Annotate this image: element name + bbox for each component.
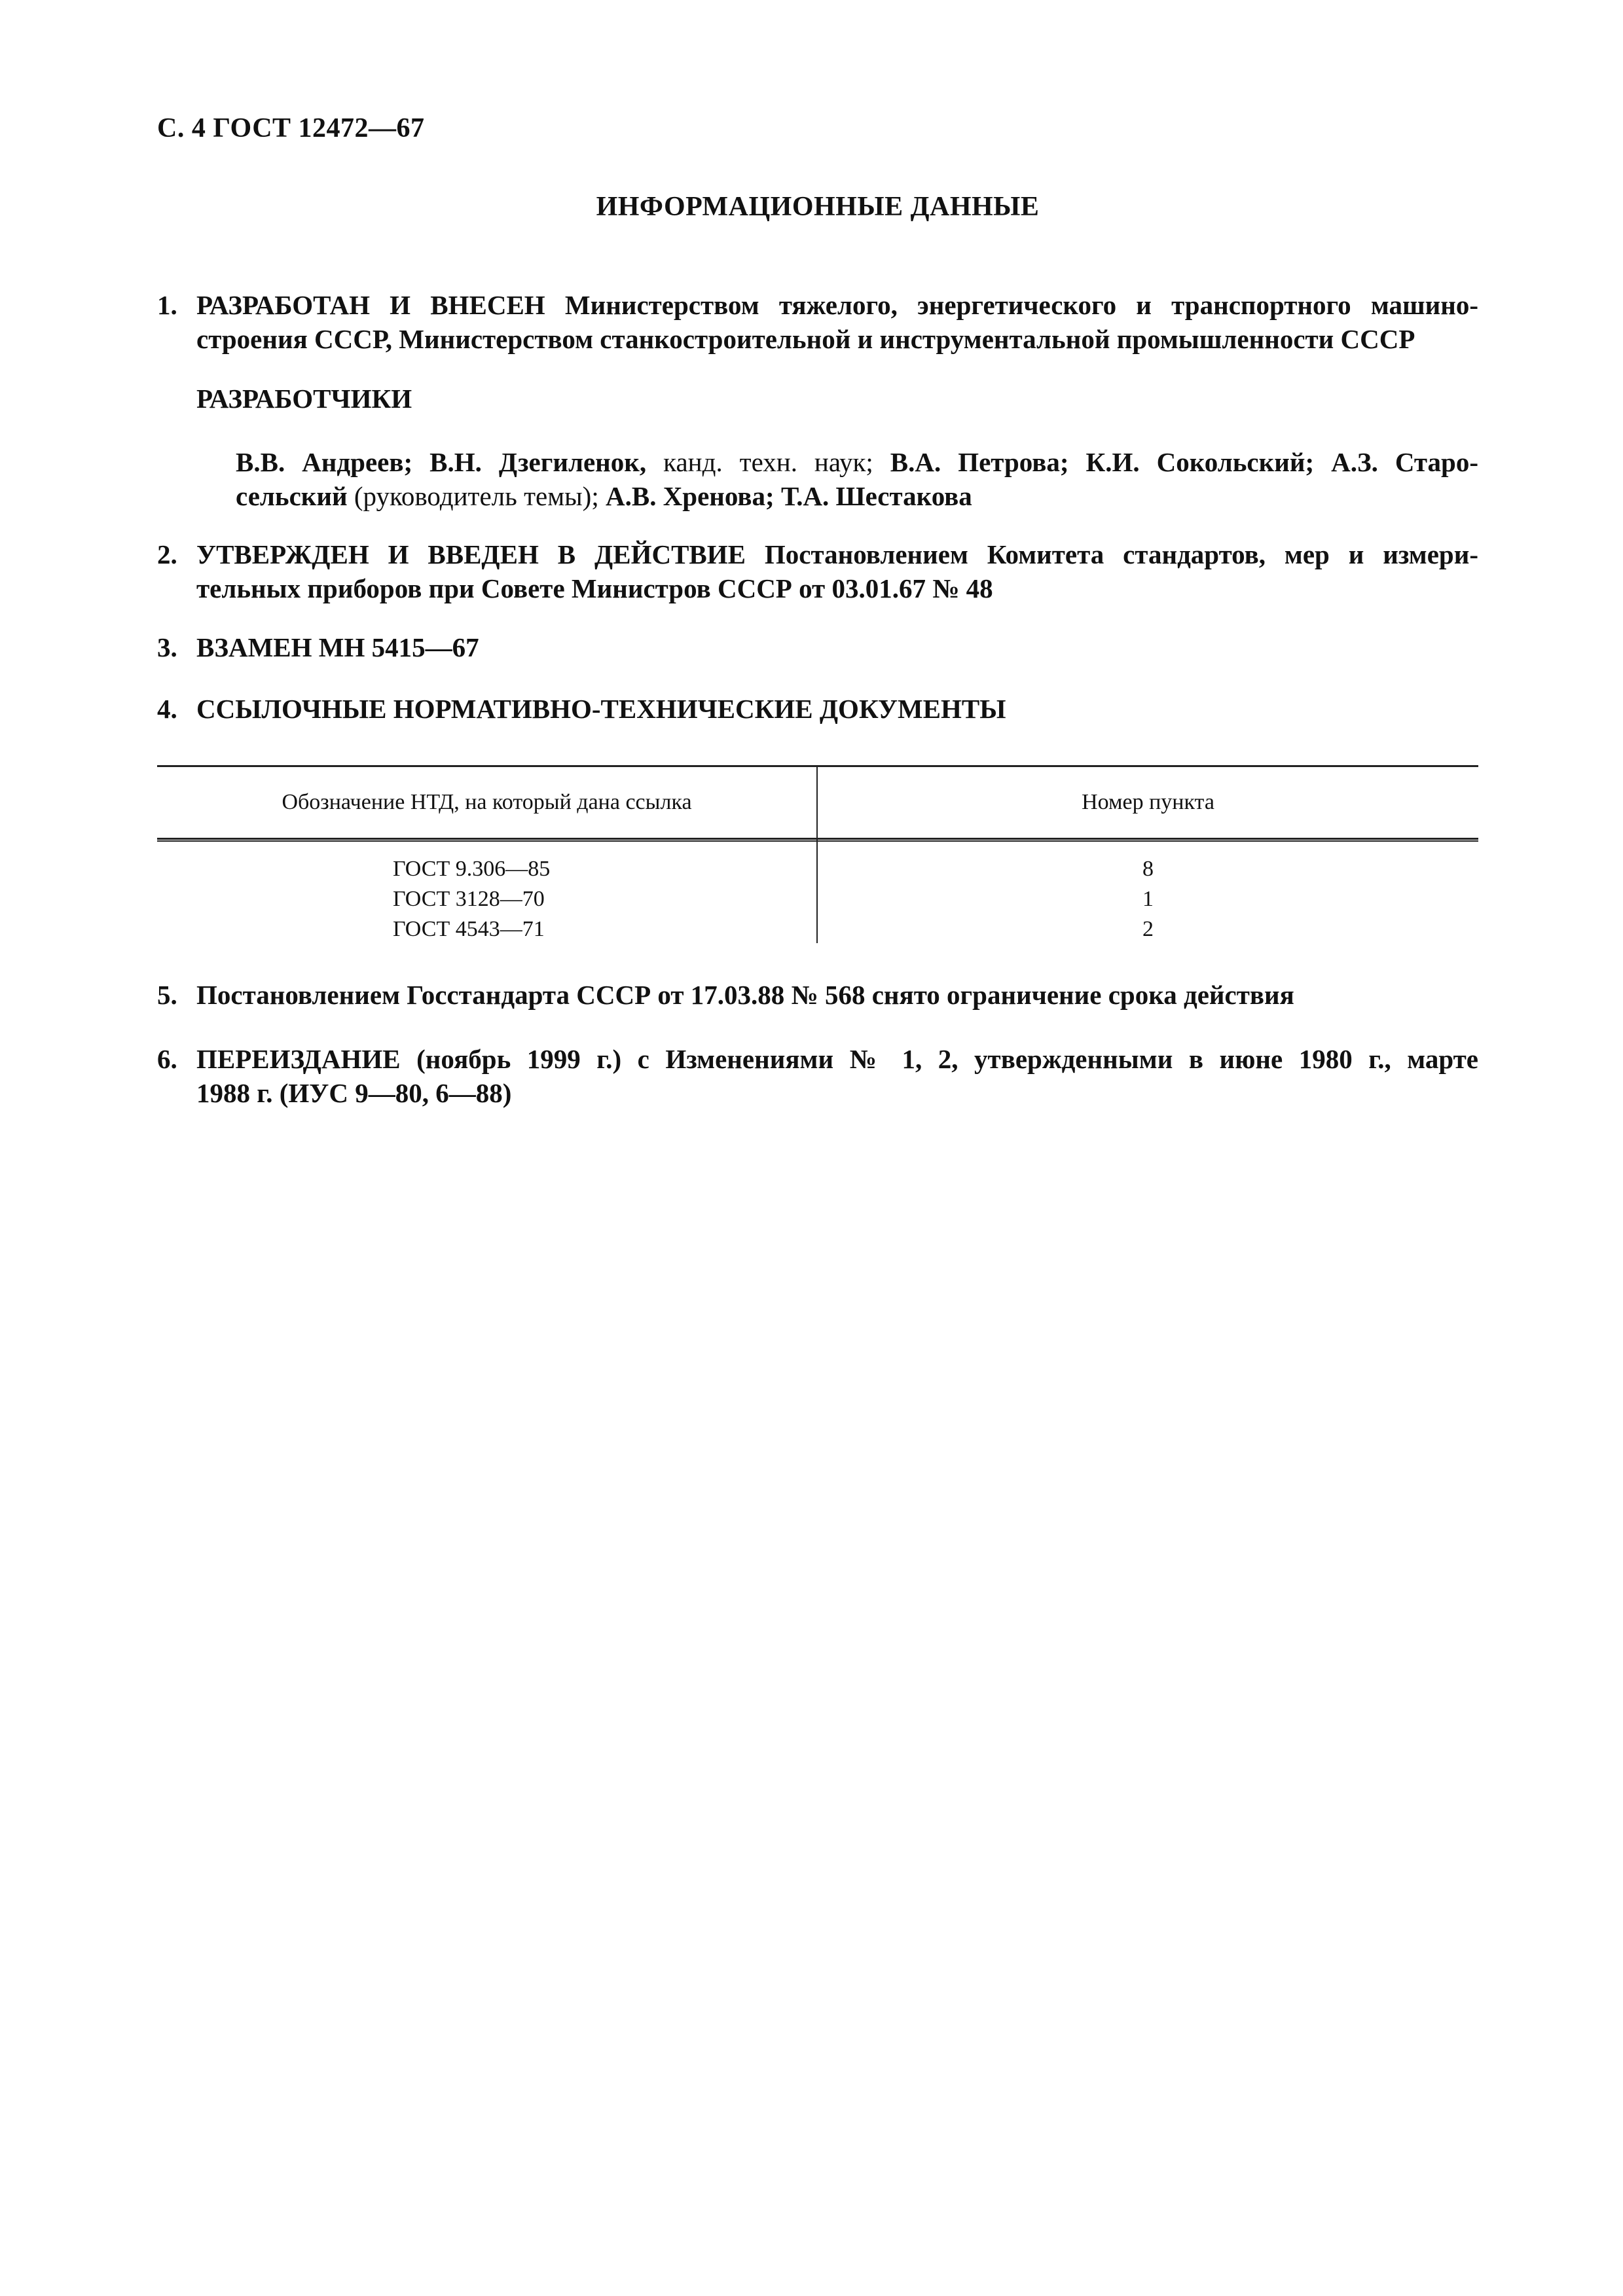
table-header-rule xyxy=(157,838,1478,842)
table-row xyxy=(157,884,1478,914)
table-top-rule xyxy=(157,765,1478,767)
table-header-document: Обозначение НТД, на который дана ссылка xyxy=(282,790,692,814)
developer-role: (руководитель темы); xyxy=(354,481,599,511)
table-row xyxy=(157,854,1478,884)
table-cell-document: ГОСТ 9.306—85 xyxy=(393,857,551,881)
item-text-line: УТВЕРЖДЕН И ВВЕДЕН В ДЕЙСТВИЕ Постановлением Комитета стандартов, мер и измери- xyxy=(196,539,1478,569)
table-cell-clause: 2 xyxy=(1142,917,1154,941)
developers-heading: РАЗРАБОТЧИКИ xyxy=(196,384,412,414)
item-text-line: 1988 г. (ИУС 9—80, 6—88) xyxy=(196,1078,512,1108)
item-number: 1. xyxy=(157,290,177,320)
info-item-3 xyxy=(157,630,1478,664)
item-number: 6. xyxy=(157,1044,177,1074)
developer-names: сельский xyxy=(236,481,348,511)
table-row xyxy=(157,914,1478,944)
developer-degree: канд. техн. наук; xyxy=(663,447,873,477)
info-item-2 xyxy=(157,537,1478,605)
item-text: ВЗАМЕН МН 5415—67 xyxy=(196,632,479,662)
item-number: 5. xyxy=(157,980,177,1010)
developers-list xyxy=(236,445,1478,513)
item-number: 2. xyxy=(157,539,177,569)
item-text-line: РАЗРАБОТАН И ВНЕСЕН Министерством тяжелого, энергетического и транспортного машино- xyxy=(196,290,1478,320)
developer-names: В.В. Андреев; В.Н. Дзегиленок, xyxy=(236,447,647,477)
table-cell-document: ГОСТ 4543—71 xyxy=(393,917,545,941)
developer-names: А.В. Хренова; Т.А. Шестакова xyxy=(605,481,972,511)
table-cell-clause: 8 xyxy=(1142,857,1154,881)
item-text: Постановлением Госстандарта СССР от 17.03.88 № 568 снято ограничение срока действия xyxy=(196,980,1294,1010)
item-text: ССЫЛОЧНЫЕ НОРМАТИВНО-ТЕХНИЧЕСКИЕ ДОКУМЕНТЫ xyxy=(196,694,1006,724)
page-header: С. 4 ГОСТ 12472—67 xyxy=(157,113,425,143)
item-text-line: строения СССР, Министерством станкостроительной и инструментальной промышленности СССР xyxy=(196,324,1415,354)
info-item-5 xyxy=(157,978,1478,1012)
item-text-line: ПЕРЕИЗДАНИЕ (ноябрь 1999 г.) с Изменениями № 1, 2, утвержденными в июне 1980 г., марте xyxy=(196,1044,1478,1074)
item-number: 4. xyxy=(157,694,177,724)
table-cell-clause: 1 xyxy=(1142,887,1154,911)
info-item-4 xyxy=(157,692,1478,726)
document-title: ИНФОРМАЦИОННЫЕ ДАННЫЕ xyxy=(596,192,1040,222)
info-item-1 xyxy=(157,288,1478,356)
developer-names: В.А. Петрова; К.И. Сокольский; А.З. Старо- xyxy=(890,447,1479,477)
table-body xyxy=(157,854,1478,944)
item-number: 3. xyxy=(157,632,177,662)
info-item-6 xyxy=(157,1042,1478,1110)
table-cell-document: ГОСТ 3128—70 xyxy=(393,887,545,911)
item-text-line: тельных приборов при Совете Министров СССР от 03.01.67 № 48 xyxy=(196,573,993,603)
table-header-clause: Номер пункта xyxy=(1082,790,1214,814)
